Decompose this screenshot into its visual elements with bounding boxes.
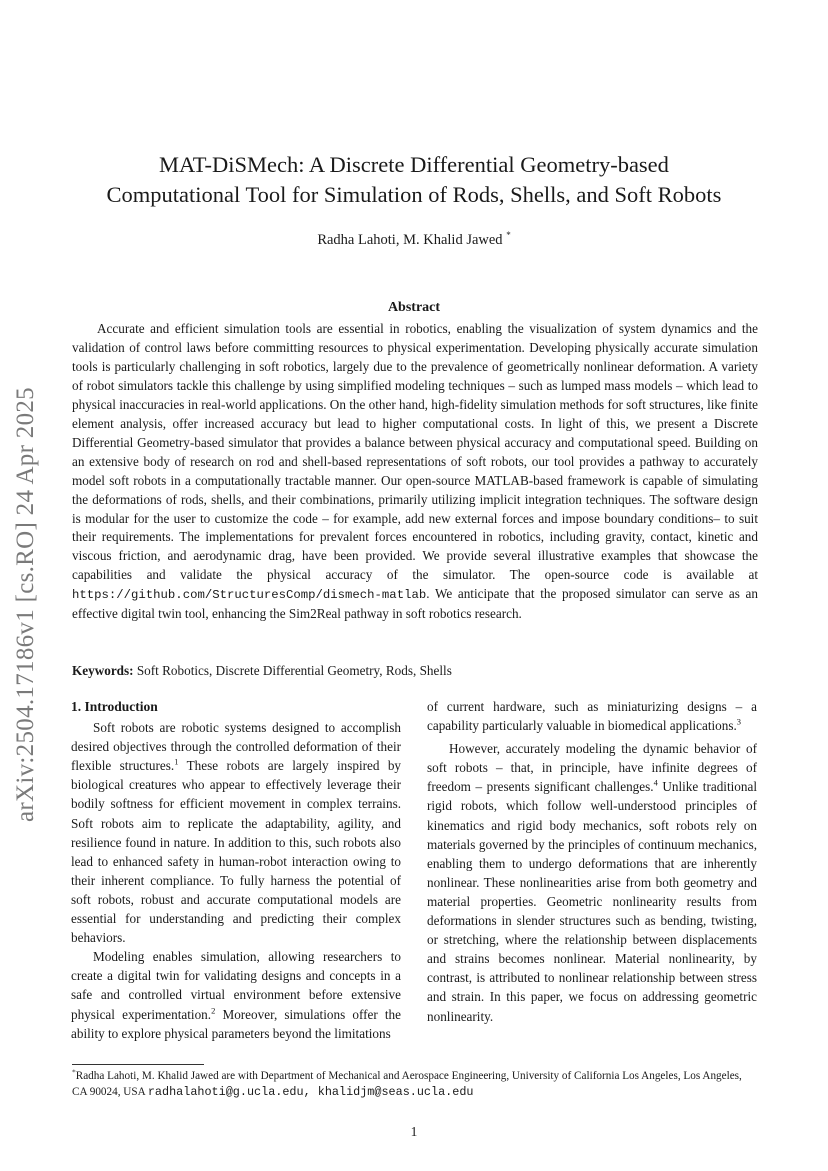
title-line-1: MAT-DiSMech: A Discrete Differential Geometry-based	[159, 152, 669, 177]
intro-paragraph-2	[71, 947, 401, 1042]
author-emails[interactable]: radhalahoti@g.ucla.edu, khalidjm@seas.ucla.edu	[147, 1085, 474, 1099]
intro-p2-text-continued: of current hardware, such as miniaturizing designs – a capability particularly valuable in biomedical applications.	[427, 699, 757, 734]
keywords-text: Soft Robotics, Discrete Differential Geometry, Rods, Shells	[136, 663, 452, 678]
intro-paragraph-1	[71, 718, 401, 947]
intro-paragraph-2-continued	[427, 697, 757, 735]
abstract-text: Accurate and efficient simulation tools are essential in robotics, enabling the visualization of system dynamics and the validation of control laws before committing resources to physical experimentation. Developing physically accurate simulation tools is particularly challenging in soft robotics, largely due to the prevalence of geometrically nonlinear deformation. A variety of robot simulators tackle this challenge by using simplified modeling techniques – such as lumped mass models – which lead to physical inaccuracies in real-world applications. On the other hand, high-fidelity simulation methods for soft structures, like finite element analysis, offer increased accuracy but lead to higher computational costs. In light of this, we present a Discrete Differential Geometry-based simulator that provides a balance between physical accuracy and computational speed. Building on an extensive body of research on rod and shell-based representations of soft robots, our tool provides a pathway to accurately model soft robots in a computationally tractable manner. Our open-source MATLAB-based framework is capable of simulating the deformations of rods, shells, and their combinations, primarily utilizing implicit integration techniques. The software design is modular for the user to customize the code – for example, add new external forces and impose boundary conditions– to suit their requirements. The implementations for prevalent forces encountered in robotics, including gravity, contact, kinetic and viscous friction, and aerodynamic drag, have been provided. We provide several illustrative examples that showcase the capabilities and validate the physical accuracy of the simulator. The open-source code is available at	[72, 321, 758, 583]
left-column	[71, 697, 401, 1043]
right-column	[427, 697, 757, 1026]
title-line-2: Computational Tool for Simulation of Rods, Shells, and Soft Robots	[106, 182, 722, 207]
intro-p2-text-cont: Moreover, simulations offer the ability to explore physical parameters beyond the limitations	[71, 1006, 401, 1041]
intro-p3-text: However, accurately modeling the dynamic behavior of soft robots – that, in principle, have infinite degrees of freedom – presents significant challenges.	[427, 741, 757, 795]
citation-ref: 1	[174, 756, 179, 767]
abstract-text-end: . We anticipate that the proposed simulator can serve as an effective digital twin tool, enhancing the Sim2Real pathway in soft robotics research.	[72, 586, 758, 622]
section-heading-introduction: 1. Introduction	[71, 699, 158, 714]
author-names: Radha Lahoti, M. Khalid Jawed	[317, 232, 503, 248]
author-list	[60, 232, 768, 249]
intro-p2-text: Modeling enables simulation, allowing researchers to create a digital twin for validating designs and concepts in a safe and controlled virtual environment before extensive physical experimentation.	[71, 949, 401, 1022]
citation-ref: 4	[653, 777, 658, 788]
intro-paragraph-3	[427, 739, 757, 1025]
code-repository-link[interactable]: https://github.com/StructuresComp/dismech-matlab	[72, 588, 427, 603]
abstract-body	[72, 320, 758, 624]
intro-p1-text-cont: These robots are largely inspired by biological creatures who appear to effectively leverage their bodily softness for efficient movement in complex terrains. Soft robots aim to replicate the adaptability, agility, and resilience found in nature. In addition to this, such robots also lead to enhanced safety in human-robot interaction owing to their inherent compliance. To fully harness the potential of soft robots, robust and accurate computational models are essential for understanding and predicting their complex behaviors.	[71, 758, 402, 946]
citation-ref: 3	[736, 716, 742, 727]
intro-p1-text: Soft robots are robotic systems designed to accomplish desired objectives through the controlled deformation of their flexible structures.	[71, 720, 401, 774]
footnote	[72, 1068, 758, 1100]
citation-ref: 2	[211, 1005, 216, 1016]
abstract-heading: Abstract	[387, 300, 441, 315]
keywords	[72, 663, 758, 679]
footnote-mark: *	[72, 1067, 76, 1077]
footnote-divider	[72, 1064, 204, 1065]
keywords-label: Keywords:	[72, 663, 134, 678]
footnote-text: Radha Lahoti, M. Khalid Jawed are with Department of Mechanical and Aerospace Engineering, University of California Los Angeles, Los Angeles, CA 90024, USA	[72, 1070, 742, 1098]
arxiv-identifier: arXiv:2504.17186v1 [cs.RO] 24 Apr 2025	[12, 387, 39, 823]
page-number: 1	[410, 1124, 418, 1139]
author-footnote-mark: *	[506, 230, 511, 241]
intro-p3-text-cont: Unlike traditional rigid robots, which follow well-understood principles of kinematics and rigid body mechanics, soft robots rely on materials governed by the principles of continuum mechanics, enabling them to undergo deformations that are inherently nonlinear. These nonlinearities arise from both geometry and material properties. Geometric nonlinearity results from deformations in slender structures such as bending, twisting, or stretching, where the relationship between displacements and strains becomes nonlinear. Material nonlinearity, by contrast, is attributed to nonlinear relationship between stress and strain. In this paper, we focus on addressing geometric nonlinearity.	[427, 779, 757, 1024]
paper-title	[60, 150, 768, 210]
